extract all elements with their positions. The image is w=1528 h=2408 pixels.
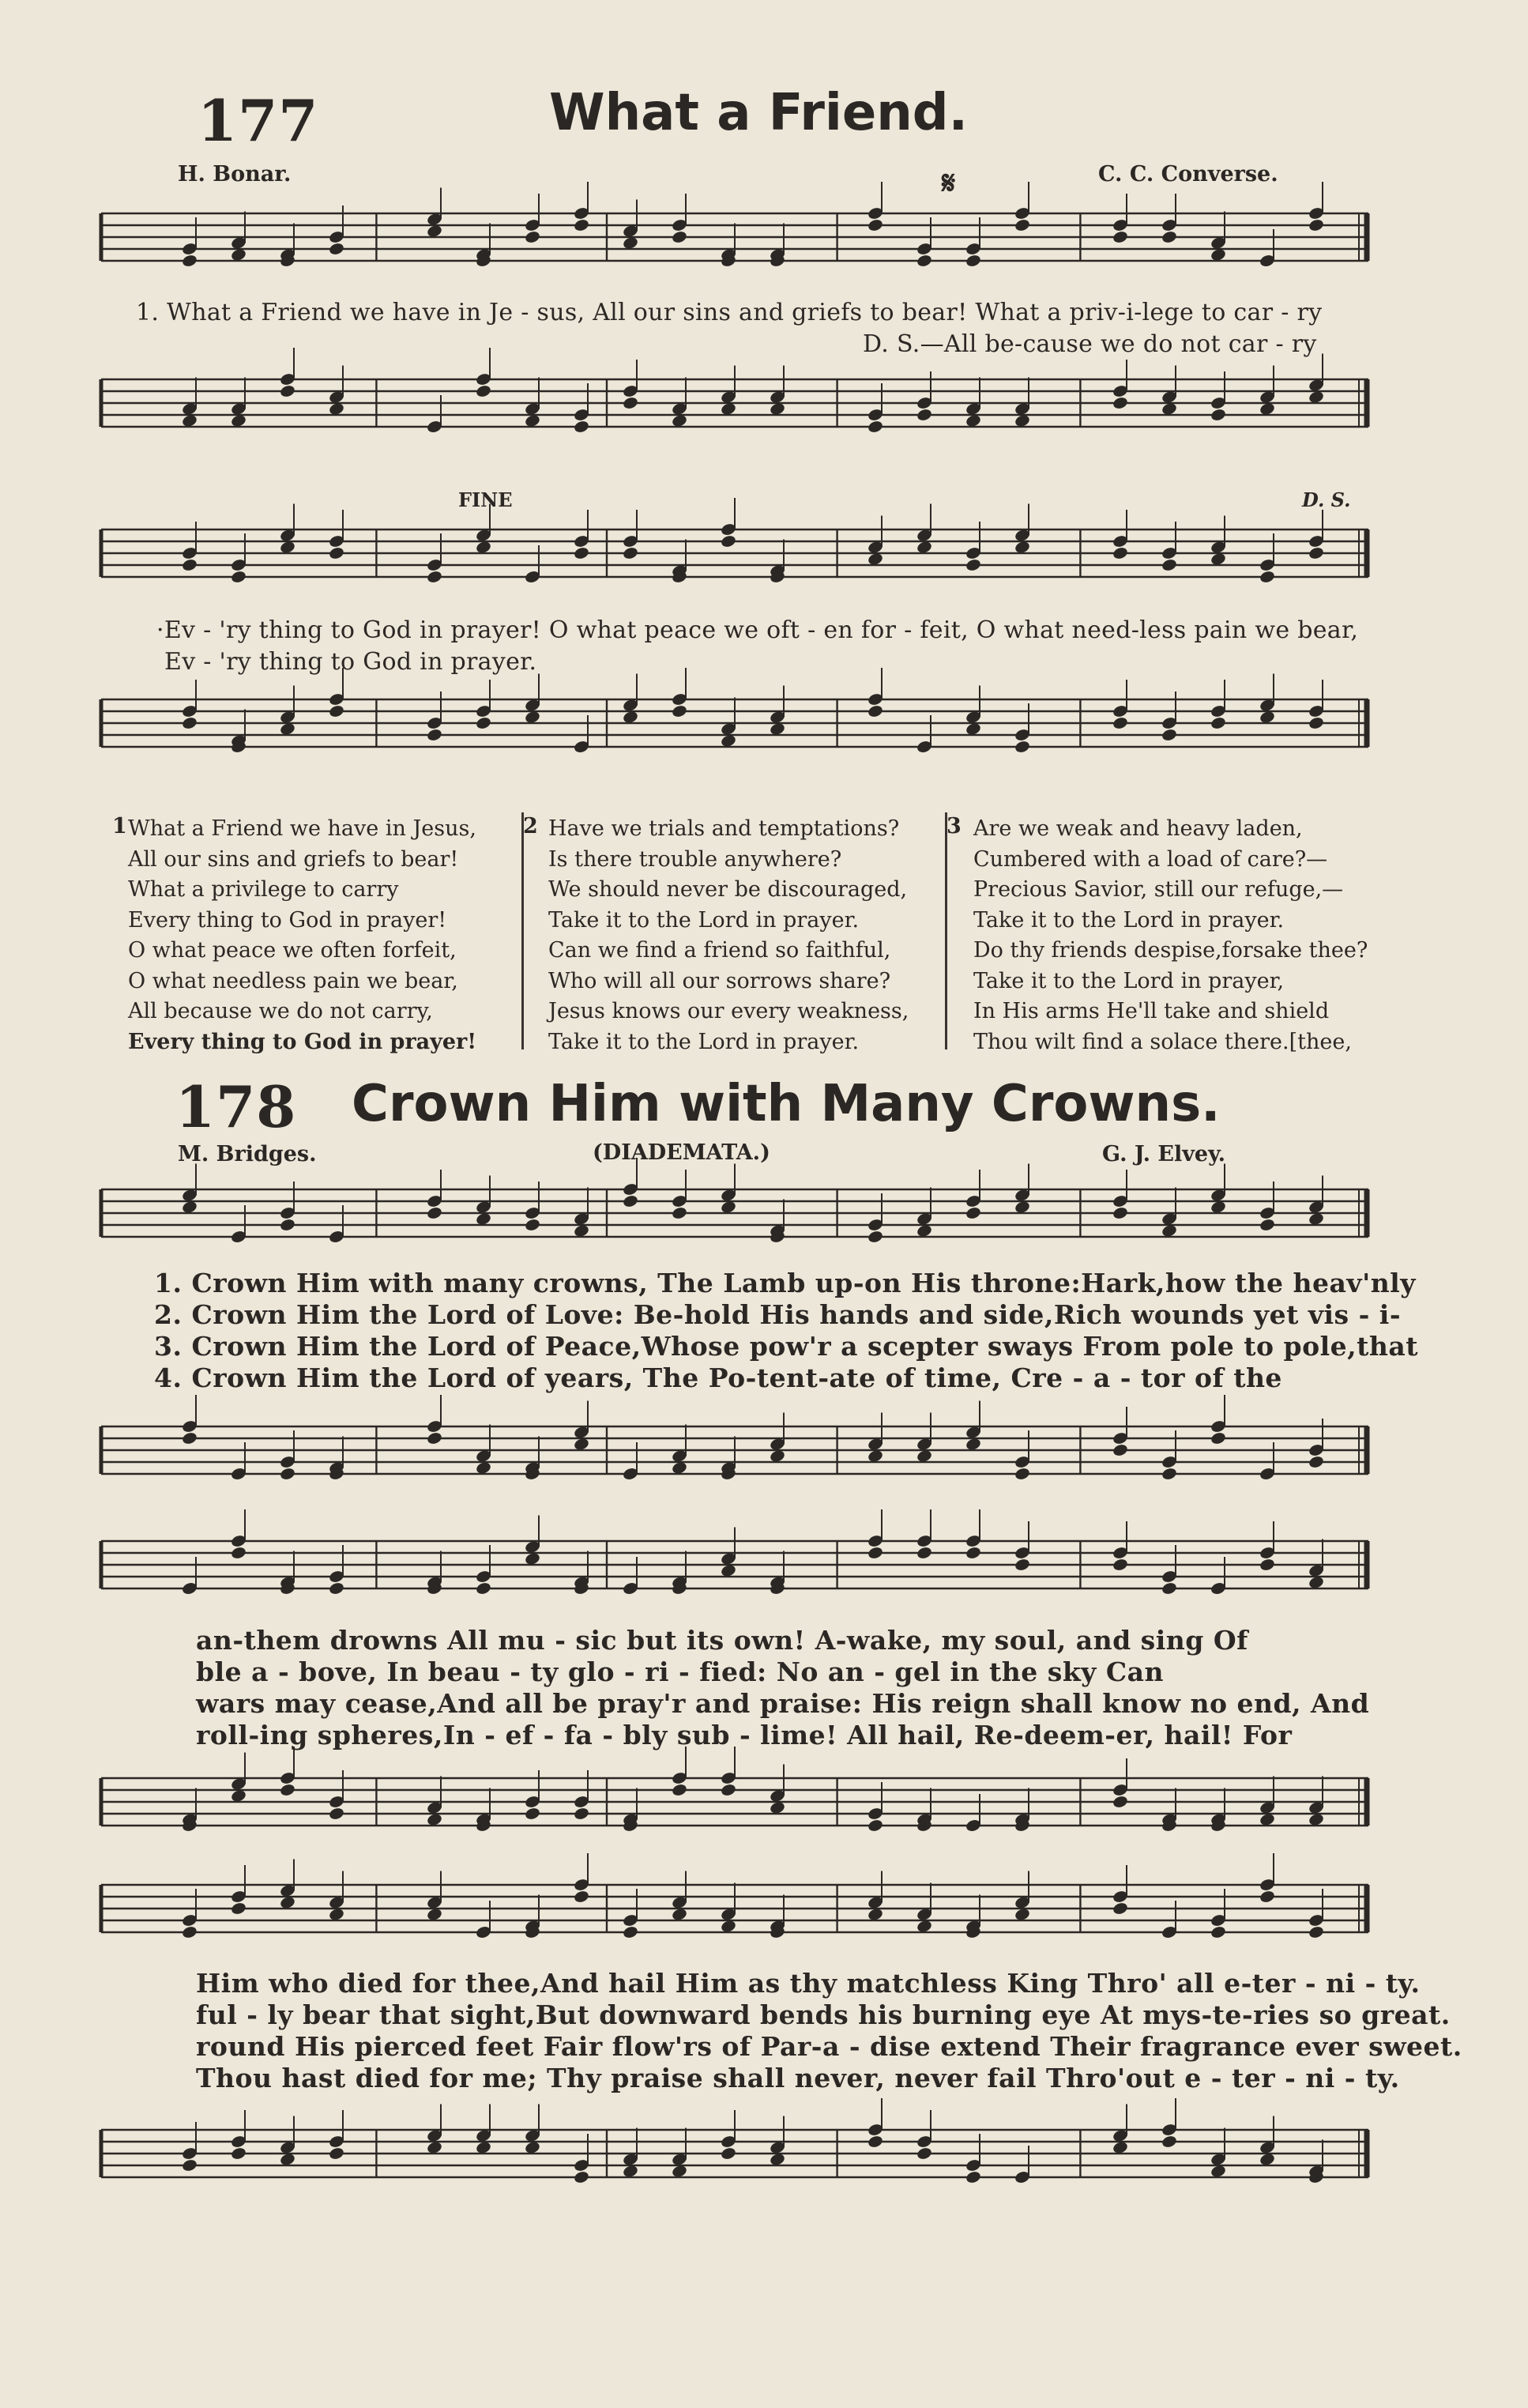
- segno-icon: 𝄋: [942, 164, 956, 202]
- verse-number: 3: [947, 814, 962, 838]
- lyric-line: roll-ing spheres,In - ef - fa - bly sub - lime! All hail, Re-deem-er, hail! For: [196, 1720, 1293, 1750]
- lyric-line: 1. What a Friend we have in Je - sus, All our sins and griefs to bear! What a priv-i-lege to car - ry: [136, 299, 1323, 326]
- tune-name: (DIADEMATA.): [593, 1140, 770, 1165]
- verse-line: Do thy friends despise,forsake thee?: [973, 938, 1368, 963]
- treble-staff: [95, 518, 1375, 605]
- fine-mark: FINE: [458, 488, 513, 511]
- bass-staff: [95, 2118, 1375, 2205]
- verse-line: Is there trouble anywhere?: [548, 846, 842, 872]
- verse-line: O what needless pain we bear,: [128, 968, 458, 993]
- column-divider: [945, 812, 947, 1049]
- verse-line: Take it to the Lord in prayer,: [973, 968, 1285, 993]
- bass-staff: [95, 1766, 1375, 1853]
- lyricist-credit: H. Bonar.: [178, 162, 292, 187]
- verse-line: Cumbered with a load of care?—: [973, 846, 1328, 872]
- verse-line: What a Friend we have in Jesus,: [128, 816, 476, 841]
- verse-text: [973, 814, 1368, 1057]
- verse-line: Have we trials and temptations?: [548, 816, 900, 841]
- verse-line: All our sins and griefs to bear!: [128, 846, 459, 872]
- lyric-line: ful - ly bear that sight,But downward bends his burning eye At mys-te-ries so great.: [196, 1999, 1451, 2030]
- verse-line: Every thing to God in prayer!: [128, 1029, 477, 1054]
- verse-line: Take it to the Lord in prayer.: [548, 1029, 860, 1054]
- verse-line: Thou wilt find a solace there.[thee,: [973, 1029, 1352, 1054]
- verse-line: In His arms He'll take and shield: [973, 999, 1330, 1023]
- ds-lyric-line: D. S.—All be-cause we do not car - ry: [863, 330, 1317, 358]
- treble-staff: [95, 1178, 1375, 1264]
- treble-staff: [95, 1873, 1375, 1960]
- bass-staff: [95, 367, 1375, 454]
- lyric-line: round His pierced feet Fair flow'rs of Par-a - dise extend Their fragrance ever sweet.: [196, 2031, 1462, 2062]
- column-divider: [521, 812, 524, 1049]
- verse-line: Who will all our sorrows share?: [548, 968, 891, 993]
- verse-line: Are we weak and heavy laden,: [973, 816, 1303, 841]
- verse-text: [548, 814, 909, 1057]
- hymn-number: 177: [198, 87, 319, 154]
- lyric-line: ble a - bove, In beau - ty glo - ri - fied: No an - gel in the sky Can: [196, 1656, 1164, 1687]
- lyricist-credit: M. Bridges.: [178, 1142, 317, 1166]
- bass-staff: [95, 1415, 1375, 1502]
- verse-line: We should never be discouraged,: [548, 877, 908, 902]
- verse-line: Take it to the Lord in prayer.: [548, 907, 860, 933]
- composer-credit: C. C. Converse.: [1098, 162, 1278, 187]
- lyric-line: 4. Crown Him the Lord of years, The Po-tent-ate of time, Cre - a - tor of the: [154, 1362, 1282, 1393]
- lyric-line: 1. Crown Him with many crowns, The Lamb up-on His throne:Hark,how the heav'nly: [154, 1268, 1416, 1298]
- verse-line: O what peace we often forfeit,: [128, 938, 457, 963]
- lyric-line: Him who died for thee,And hail Him as thy matchless King Thro' all e-ter - ni - ty.: [196, 1968, 1421, 1999]
- composer-credit: G. J. Elvey.: [1102, 1142, 1226, 1166]
- verse-line: Precious Savior, still our refuge,—: [973, 877, 1344, 902]
- lyric-line: ·Ev - 'ry thing to God in prayer! O what peace we oft - en for - feit, O what need-less pain we bear,: [156, 616, 1359, 644]
- verse-number: 1: [112, 814, 127, 838]
- lyric-line: Ev - 'ry thing to God in prayer.: [164, 648, 537, 676]
- hymn-number: 178: [175, 1073, 297, 1140]
- treble-staff: [95, 202, 1375, 288]
- treble-staff: [95, 1529, 1375, 1616]
- verse-text: [128, 814, 476, 1057]
- lyric-line: an-them drowns All mu - sic but its own! A-wake, my soul, and sing Of: [196, 1625, 1248, 1656]
- verse-line: What a privilege to carry: [128, 877, 399, 902]
- lyric-line: 2. Crown Him the Lord of Love: Be-hold His hands and side,Rich wounds yet vis - i-: [154, 1299, 1402, 1330]
- verse-line: Every thing to God in prayer!: [128, 907, 447, 933]
- verse-number: 2: [523, 814, 538, 838]
- verse-line: Jesus knows our every weakness,: [548, 999, 909, 1023]
- lyric-line: Thou hast died for me; Thy praise shall never, never fail Thro'out e - ter - ni - ty.: [196, 2063, 1400, 2093]
- verse-line: Take it to the Lord in prayer.: [973, 907, 1285, 933]
- hymn-title: Crown Him with Many Crowns.: [352, 1075, 1221, 1133]
- ds-mark: D. S.: [1302, 488, 1351, 511]
- lyric-line: 3. Crown Him the Lord of Peace,Whose pow'r a scepter sways From pole to pole,that: [154, 1331, 1418, 1362]
- bass-staff: [95, 688, 1375, 774]
- verse-line: Can we find a friend so faithful,: [548, 938, 891, 963]
- verse-line: All because we do not carry,: [128, 999, 433, 1023]
- hymn-title: What a Friend.: [549, 84, 968, 142]
- lyric-line: wars may cease,And all be pray'r and praise: His reign shall know no end, And: [196, 1688, 1370, 1719]
